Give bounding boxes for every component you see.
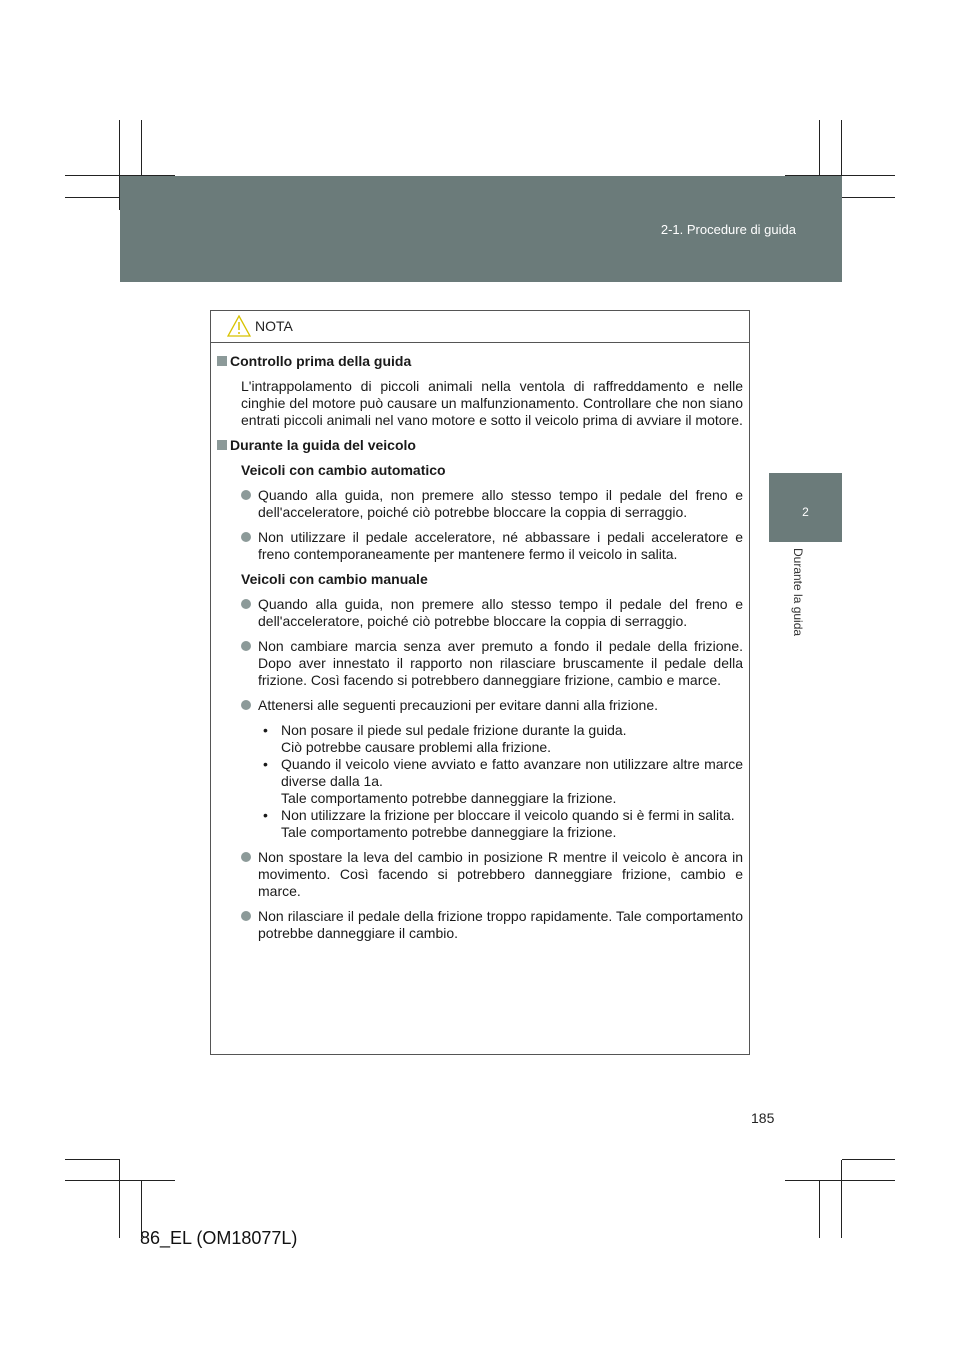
crop-mark (65, 1159, 120, 1160)
crop-mark (841, 1160, 842, 1238)
chapter-number: 2 (802, 505, 809, 519)
document-code: 86_EL (OM18077L) (140, 1228, 298, 1248)
circle-bullet-icon (241, 490, 251, 500)
subheading-automatic: Veicoli con cambio automatico (241, 462, 446, 478)
circle-bullet-icon (241, 911, 251, 921)
crop-mark (141, 120, 142, 175)
crop-mark (819, 120, 820, 175)
list-item: • Quando il veicolo viene avviato e fatto avanzare non utilizzare altre marce diverse dalla 1a. Tale comportamento potrebbe danneggiare la frizione. (263, 756, 743, 806)
crop-mark (842, 197, 895, 198)
circle-bullet-icon (241, 641, 251, 651)
warning-triangle-icon (227, 315, 251, 337)
note-title: NOTA (255, 318, 293, 334)
list-item: Attenersi alle seguenti precauzioni per evitare danni alla frizione. (241, 697, 743, 714)
square-bullet-icon (217, 440, 227, 450)
list-item: • Non posare il piede sul pedale frizione durante la guida. Ciò potrebbe causare problemi alla frizione. (263, 722, 627, 755)
note-header (211, 311, 749, 343)
list-item: Non spostare la leva del cambio in posizione R mentre il veicolo è ancora in movimento. Così facendo si potrebbero danneggiare frizione, cambio e marce. (241, 849, 743, 900)
circle-bullet-icon (241, 852, 251, 862)
chapter-label: Durante la guida (791, 548, 805, 637)
crop-mark (819, 1180, 820, 1238)
note-box (210, 310, 750, 1055)
crop-mark (842, 1159, 895, 1160)
crop-mark (65, 1180, 175, 1181)
list-item: Quando alla guida, non premere allo stesso tempo il pedale del freno e dell'acceleratore, poiché ciò potrebbe bloccare la coppia di serraggio. (241, 596, 743, 630)
square-bullet-icon (217, 356, 227, 366)
circle-bullet-icon (241, 700, 251, 710)
circle-bullet-icon (241, 532, 251, 542)
subheading-manual: Veicoli con cambio manuale (241, 571, 428, 587)
list-item: Quando alla guida, non premere allo stesso tempo il pedale del freno e dell'acceleratore, poiché ciò potrebbe bloccare la coppia di serraggio. (241, 487, 743, 521)
page-number: 185 (751, 1110, 775, 1126)
section-heading: Controllo prima della guida (217, 353, 743, 370)
section-heading: Durante la guida del veicolo (217, 437, 743, 454)
crop-mark (119, 1160, 120, 1238)
crop-mark (785, 1180, 895, 1181)
circle-bullet-icon (241, 599, 251, 609)
note-body (211, 343, 749, 942)
list-item: • Non utilizzare la frizione per bloccare il veicolo quando si è fermi in salita. Tale comportamento potrebbe danneggiare la frizione. (263, 807, 735, 840)
crop-mark (65, 197, 120, 198)
chapter-tab (769, 473, 842, 542)
section-title: 2-1. Procedure di guida (660, 222, 796, 237)
paragraph: L'intrappolamento di piccoli animali nella ventola di raffreddamento e nelle cinghie del motore può causare un malfunzionamento. Controllare che non siano entrati piccoli animali nel vano motore e sotto il veicolo prima di avviare il motore. (241, 378, 743, 428)
clutch-precautions-list (263, 722, 743, 841)
list-item: Non utilizzare il pedale acceleratore, né abbassare i pedali acceleratore e freno contemporaneamente per mantenere fermo il veicolo in salita. (241, 529, 743, 563)
list-item: Non rilasciare il pedale della frizione troppo rapidamente. Tale comportamento potrebbe danneggiare il cambio. (241, 908, 743, 942)
header-band (120, 176, 842, 282)
list-item: Non cambiare marcia senza aver premuto a fondo il pedale della frizione. Dopo aver innestato il rapporto non rilasciare bruscamente il pedale della frizione. Così facendo si potrebbero danneggiare frizione, cambio e marce. (241, 638, 743, 689)
